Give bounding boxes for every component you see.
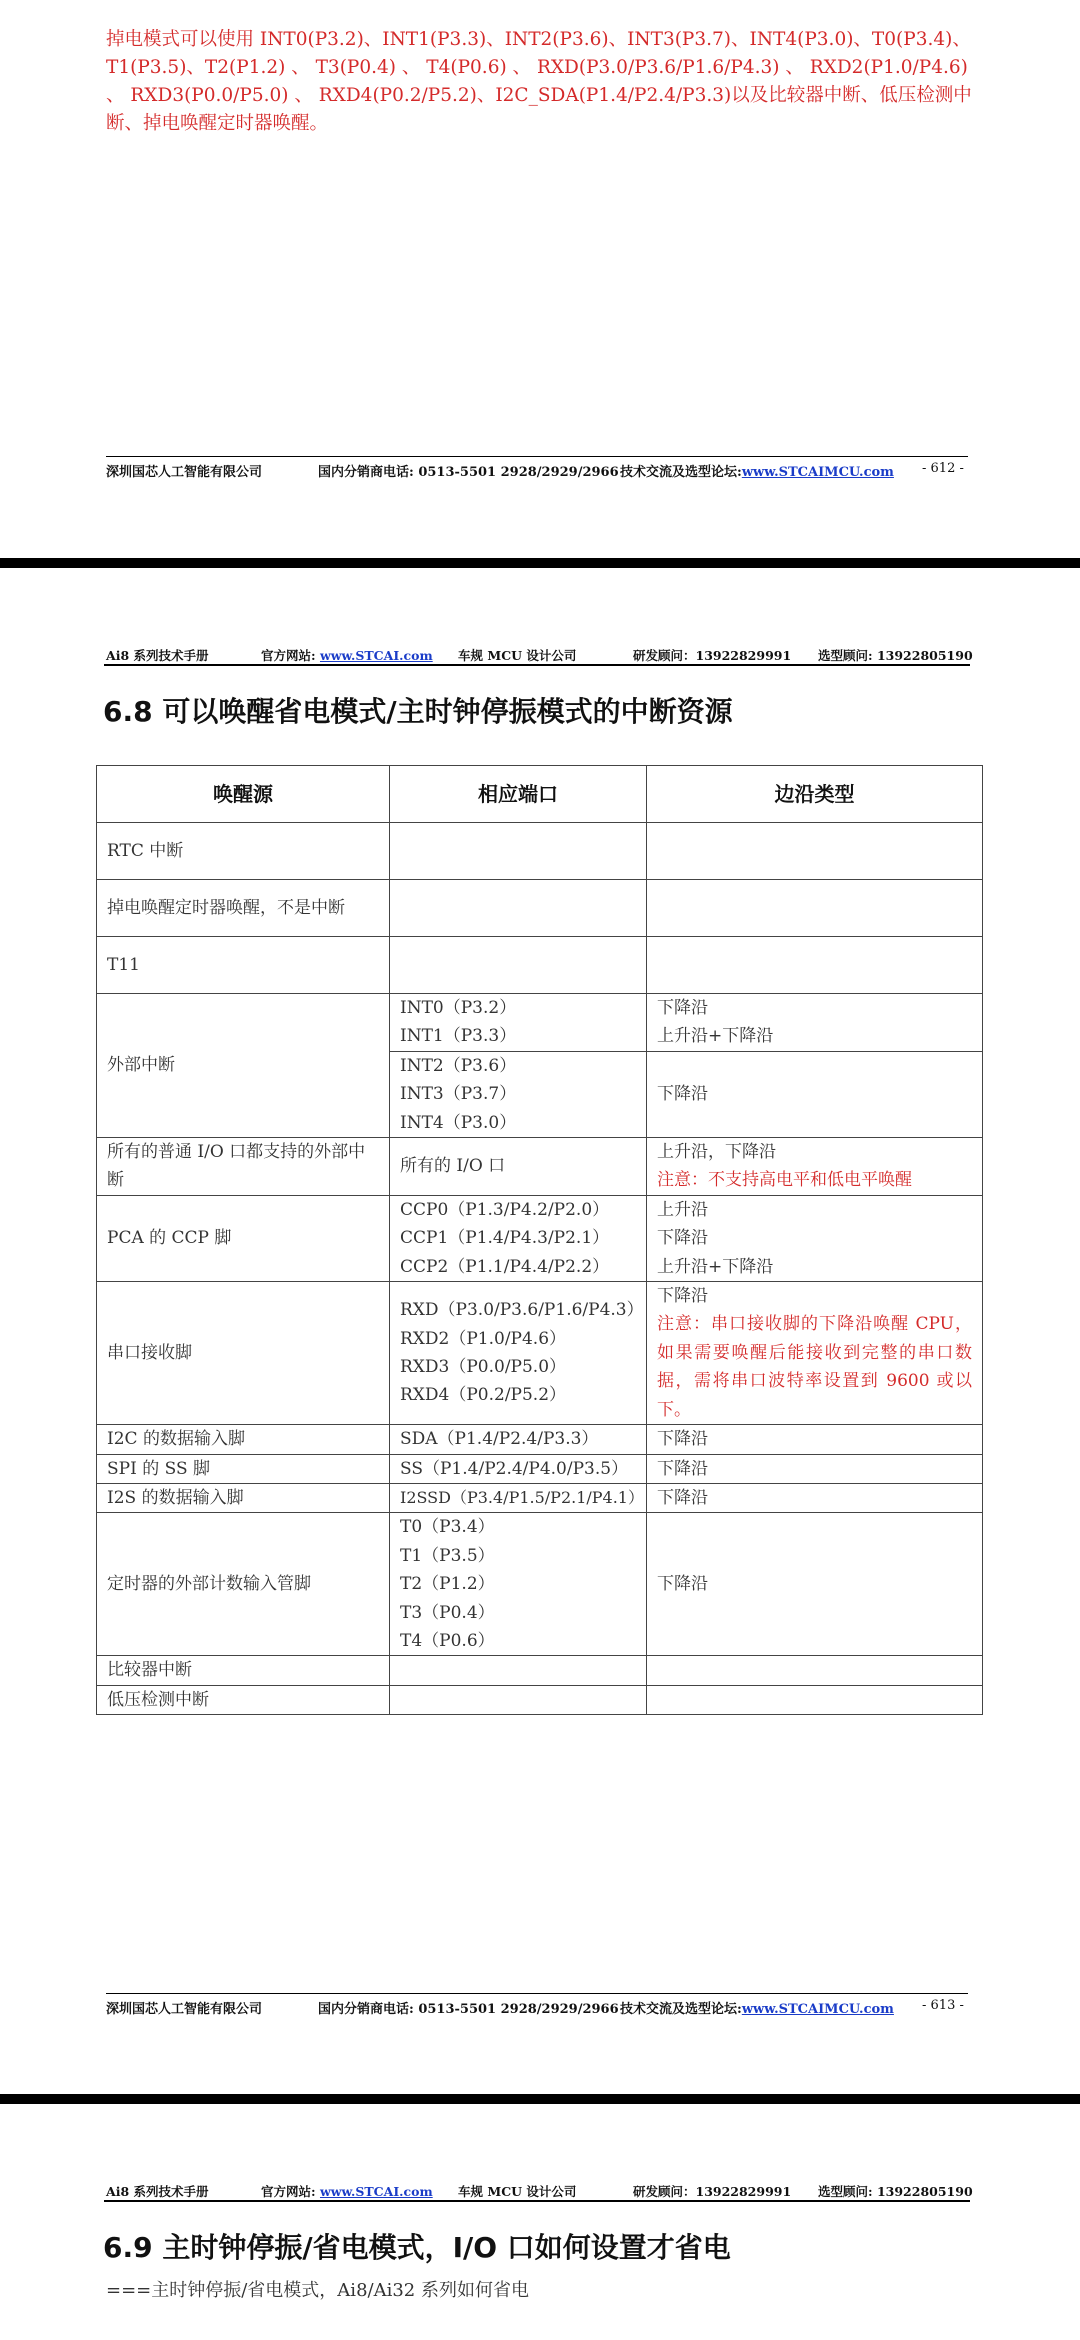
table-row — [97, 994, 983, 1052]
site-link[interactable]: www.STCAI.com — [319, 648, 433, 663]
table-row — [97, 880, 983, 937]
header-sel: 选型顾问: 13922805190 — [818, 2184, 973, 2199]
port-cell: SDA（P1.4/P2.4/P3.3） — [390, 1425, 647, 1454]
port-cell — [390, 1513, 647, 1656]
table-row — [97, 1454, 983, 1483]
table-row — [97, 1195, 983, 1281]
edge-cell: 下降沿 — [647, 1483, 983, 1512]
column-header: 相应端口 — [390, 766, 647, 823]
table-row — [97, 1425, 983, 1454]
footer-forum-label: 技术交流及选型论坛: — [620, 2002, 742, 2017]
edge-cell: 下降沿 — [647, 1513, 983, 1656]
source-cell: 掉电唤醒定时器唤醒，不是中断 — [97, 880, 390, 937]
table-row — [97, 823, 983, 880]
forum-link[interactable]: www.STCAIMCU.com — [741, 465, 894, 480]
port-item: INT0（P3.2） — [400, 998, 517, 1018]
source-cell: RTC 中断 — [97, 823, 390, 880]
edge-cell — [647, 1195, 983, 1281]
source-cell: I2S 的数据输入脚 — [97, 1483, 390, 1512]
page-footer — [106, 461, 968, 483]
port-item: T2（P1.2） — [400, 1574, 495, 1595]
header-site-label: 官方网站: — [261, 648, 320, 663]
body-text: ===主时钟停振/省电模式，Ai8/Ai32 系列如何省电 — [106, 2280, 529, 2301]
table-row — [97, 1483, 983, 1512]
header-sel: 选型顾问: 13922805190 — [818, 648, 973, 663]
edge-note: 注意：串口接收脚的下降沿唤醒 CPU，如果需要唤醒后能接收到完整的串口数据，需将串口波特率设置到 9600 或以下。 — [657, 1314, 972, 1420]
source-cell: 定时器的外部计数输入管脚 — [97, 1513, 390, 1656]
port-item: T3（P0.4） — [400, 1602, 495, 1623]
port-item: INT2（P3.6） — [400, 1055, 517, 1076]
table-row — [97, 1656, 983, 1685]
header-company: 车规 MCU 设计公司 — [458, 2184, 577, 2199]
footer-forum — [620, 461, 894, 480]
header-site-label: 官方网站: — [261, 2184, 320, 2199]
header-divider — [104, 664, 970, 666]
port-item: T0（P3.4） — [400, 1517, 495, 1538]
table-row — [97, 1513, 983, 1656]
edge-cell — [647, 1282, 983, 1425]
header-divider — [104, 2200, 970, 2202]
edge-cell — [647, 1138, 983, 1196]
edge-item: 上升沿，下降沿 — [657, 1142, 776, 1163]
page-separator — [0, 558, 1080, 568]
page-header — [106, 646, 973, 666]
port-cell: 所有的 I/O 口 — [390, 1138, 647, 1196]
header-manual: Ai8 系列技术手册 — [106, 648, 209, 663]
column-header: 边沿类型 — [647, 766, 983, 823]
port-cell — [390, 994, 647, 1052]
header-rd: 研发顾问：13922829991 — [633, 648, 792, 663]
footer-company: 深圳国芯人工智能有限公司 — [106, 465, 263, 480]
source-cell: 外部中断 — [97, 994, 390, 1138]
port-item: T4（P0.6） — [400, 1630, 495, 1651]
page-number: - 612 - — [922, 461, 964, 476]
port-item: INT3（P3.7） — [400, 1084, 517, 1105]
port-item: RXD4（P0.2/P5.2） — [400, 1385, 567, 1406]
column-header: 唤醒源 — [97, 766, 390, 823]
source-cell: T11 — [97, 937, 390, 994]
header-manual: Ai8 系列技术手册 — [106, 2184, 209, 2199]
table-header-row — [97, 766, 983, 823]
site-link[interactable]: www.STCAI.com — [319, 2184, 433, 2199]
port-item: INT1（P3.3） — [400, 1026, 517, 1047]
page-header — [106, 2182, 973, 2202]
port-item: CCP0（P1.3/P4.2/P2.0） — [400, 1199, 610, 1220]
footer-forum — [620, 1998, 894, 2017]
edge-item: 下降沿 — [657, 1228, 708, 1249]
port-item: RXD2（P1.0/P4.6） — [400, 1328, 567, 1349]
table-row — [97, 937, 983, 994]
footer-divider — [106, 456, 968, 457]
page-footer — [106, 1998, 968, 2020]
table-row — [97, 1282, 983, 1425]
source-cell: 比较器中断 — [97, 1656, 390, 1685]
source-cell: 低压检测中断 — [97, 1685, 390, 1714]
port-item: INT4（P3.0） — [400, 1112, 517, 1133]
port-cell — [390, 1282, 647, 1425]
footer-phone: 国内分销商电话: 0513-5501 2928/2929/2966 — [318, 2002, 619, 2017]
source-cell: I2C 的数据输入脚 — [97, 1425, 390, 1454]
edge-note: 注意：不支持高电平和低电平唤醒 — [657, 1170, 912, 1191]
forum-link[interactable]: www.STCAIMCU.com — [741, 2002, 894, 2017]
source-cell: 串口接收脚 — [97, 1282, 390, 1425]
wakeup-paragraph: 掉电模式可以使用 INT0(P3.2)、INT1(P3.3)、INT2(P3.6)、INT3(P3.7)、INT4(P3.0)、T0(P3.4)、T1(P3.5)、T2(P1.2) 、 T3(P0.4) 、 T4(P0.6) 、 RXD(P3.0/P3.6/P1.6/P4.3) 、 RXD2(P1.0/P4.6) 、 RXD3(P0.0/P5.0) 、 RXD4(P0.2/P5.2)、I2C_SDA(P1.4/P2.4/P3.3)以及比较器中断、低压检测中断、掉电唤醒定时器唤醒。 — [106, 29, 972, 134]
section-title: 6.9 主时钟停振/省电模式，I/O 口如何设置才省电 — [103, 2231, 731, 2264]
wakeup-sources-table — [96, 765, 983, 1715]
port-item: RXD（P3.0/P3.6/P1.6/P4.3） — [400, 1300, 644, 1321]
section-title: 6.8 可以唤醒省电模式/主时钟停振模式的中断资源 — [103, 695, 733, 728]
source-cell: PCA 的 CCP 脚 — [97, 1195, 390, 1281]
edge-item: 下降沿 — [657, 1286, 708, 1307]
footer-company: 深圳国芯人工智能有限公司 — [106, 2002, 263, 2017]
source-cell: SPI 的 SS 脚 — [97, 1454, 390, 1483]
edge-item: 下降沿 — [657, 998, 708, 1018]
footer-divider — [106, 1993, 968, 1994]
edge-item: 上升沿 — [657, 1199, 708, 1220]
port-cell — [390, 1051, 647, 1137]
page-separator — [0, 2094, 1080, 2104]
footer-forum-label: 技术交流及选型论坛: — [620, 465, 742, 480]
port-cell — [390, 1195, 647, 1281]
source-cell: 所有的普通 I/O 口都支持的外部中断 — [97, 1138, 390, 1196]
port-item: T1（P3.5） — [400, 1545, 495, 1566]
edge-cell — [647, 994, 983, 1052]
footer-phone: 国内分销商电话: 0513-5501 2928/2929/2966 — [318, 465, 619, 480]
edge-item: 上升沿+下降沿 — [657, 1256, 774, 1277]
edge-cell: 下降沿 — [647, 1051, 983, 1137]
table-row — [97, 1685, 983, 1714]
edge-cell: 下降沿 — [647, 1425, 983, 1454]
port-cell: SS（P1.4/P2.4/P4.0/P3.5） — [390, 1454, 647, 1483]
edge-cell: 下降沿 — [647, 1454, 983, 1483]
table-row — [97, 1138, 983, 1196]
header-company: 车规 MCU 设计公司 — [458, 648, 577, 663]
port-item: CCP2（P1.1/P4.4/P2.2） — [400, 1256, 610, 1277]
header-rd: 研发顾问：13922829991 — [633, 2184, 792, 2199]
page-number: - 613 - — [922, 1998, 964, 2013]
port-item: CCP1（P1.4/P4.3/P2.1） — [400, 1228, 610, 1249]
edge-item: 上升沿+下降沿 — [657, 1026, 774, 1047]
port-item: RXD3（P0.0/P5.0） — [400, 1357, 567, 1378]
port-cell: I2SSD（P3.4/P1.5/P2.1/P4.1） — [390, 1483, 647, 1512]
